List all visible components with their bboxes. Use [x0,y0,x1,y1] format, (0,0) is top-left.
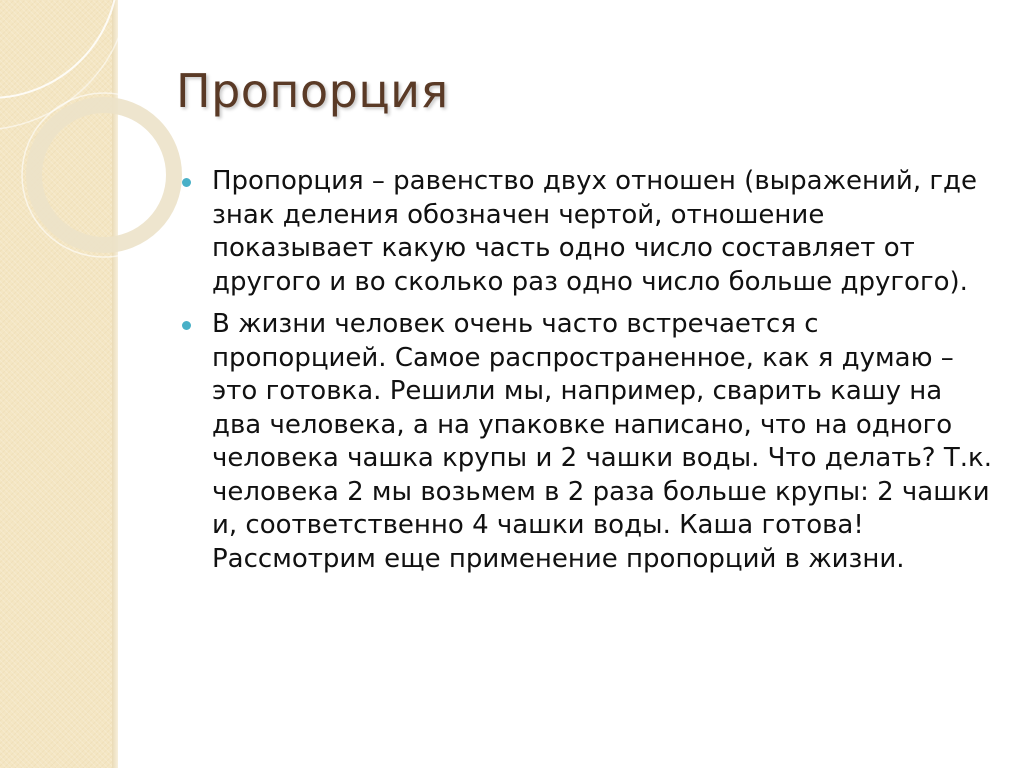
slide-title: Пропорция [176,64,449,118]
bullet-dot-icon [182,321,191,330]
bullet-text: Пропорция – равенство двух отношен (выражений, где знак деления обозначен чертой, отношение показывает какую часть одно число составляет от другого и во сколько раз одно число больше другого). [212,166,977,297]
bullet-dot-icon [182,178,191,187]
bullet-item [182,165,992,299]
bullet-item [182,308,992,576]
bullet-list [182,165,992,585]
bullet-text: В жизни человек очень часто встречается с пропорцией. Самое распространенное, как я думаю – это готовка. Решили мы, например, сварить кашу на два человека, а на упаковке написано, что на одного человека чашка крупы и 2 чашки воды. Что делать? Т.к. человека 2 мы возьмем в 2 раза больше крупы: 2 чашки и, соответственно 4 чашки воды. Каша готова! Рассмотрим еще применение пропорций в жизни. [212,309,992,574]
